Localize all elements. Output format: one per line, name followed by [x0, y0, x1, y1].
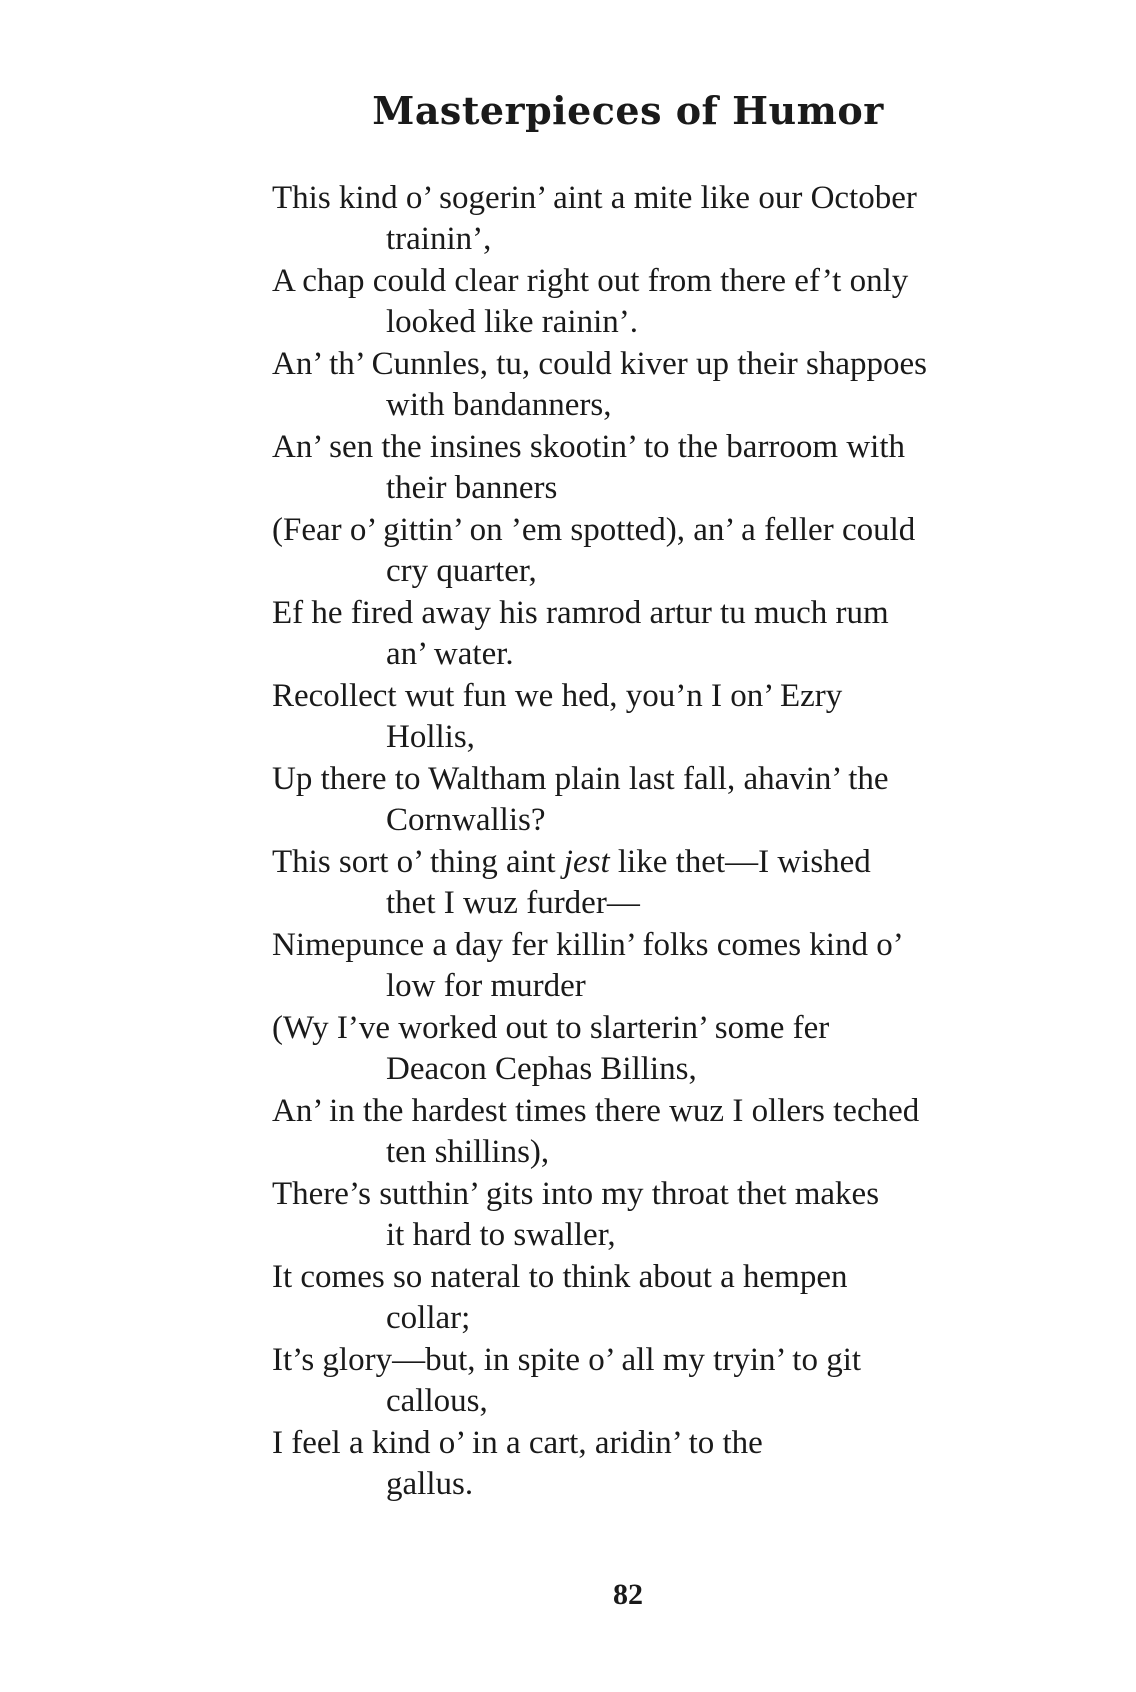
verse-line-text: I feel a kind o’ in a cart, aridin’ to the: [272, 1425, 763, 1461]
verse-line-text: (Wy I’ve worked out to slarterin’ some fer: [272, 1010, 830, 1046]
verse-line-14: [272, 1257, 1080, 1339]
verse-line-16: [272, 1423, 1080, 1505]
verse-line-9: [272, 842, 1080, 924]
verse-line-emphasis: jest: [563, 844, 610, 880]
verse-line-text: Ef he fired away his ramrod artur tu much rum: [272, 595, 889, 631]
verse-line-continuation: callous,: [386, 1383, 488, 1419]
verse-line-text: Up there to Waltham plain last fall, ahavin’ the: [272, 761, 889, 797]
verse-line-continuation: an’ water.: [386, 636, 514, 672]
verse-line-13: [272, 1174, 1080, 1256]
verse-line-continuation: Hollis,: [386, 719, 475, 755]
verse-line-continuation: gallus.: [386, 1466, 474, 1502]
verse-line-12: [272, 1091, 1080, 1173]
verse-line-15: [272, 1340, 1080, 1422]
verse-line-7: [272, 676, 1080, 758]
verse-line-text: There’s sutthin’ gits into my throat thet makes: [272, 1176, 880, 1212]
verse-line-continuation: it hard to swaller,: [386, 1217, 616, 1253]
verse-line-6: [272, 593, 1080, 675]
verse-line-text: An’ th’ Cunnles, tu, could kiver up their shappoes: [272, 346, 927, 382]
verse-line-continuation: low for murder: [386, 968, 586, 1004]
verse-line-1: [272, 178, 1080, 260]
verse-line-11: [272, 1008, 1080, 1090]
verse-line-text: This kind o’ sogerin’ aint a mite like our October: [272, 180, 917, 216]
verse-line-text: An’ in the hardest times there wuz I ollers teched: [272, 1093, 920, 1129]
verse-line-continuation: thet I wuz furder—: [386, 885, 640, 921]
verse-line-continuation: cry quarter,: [386, 553, 537, 589]
verse-line-text: like thet—I wished: [609, 844, 871, 880]
verse-line-4: [272, 427, 1080, 509]
verse-line-text: (Fear o’ gittin’ on ’em spotted), an’ a feller could: [272, 512, 916, 548]
verse-line-10: [272, 925, 1080, 1007]
verse-line-continuation: their banners: [386, 470, 558, 506]
verse-line-continuation: collar;: [386, 1300, 471, 1336]
verse-line-text: It’s glory—but, in spite o’ all my tryin’ to git: [272, 1342, 862, 1378]
verse-line-5: [272, 510, 1080, 592]
verse-line-text: An’ sen the insines skootin’ to the barroom with: [272, 429, 906, 465]
verse-line-text: A chap could clear right out from there ef’t only: [272, 263, 909, 299]
poem-stanza: [272, 178, 1080, 1506]
verse-line-text: Recollect wut fun we hed, you’n I on’ Ezry: [272, 678, 843, 714]
verse-line-3: [272, 344, 1080, 426]
page-number: 82: [613, 1578, 643, 1611]
verse-line-text: This sort o’ thing aint: [272, 844, 564, 880]
verse-line-continuation: ten shillins),: [386, 1134, 550, 1170]
running-title: Masterpieces of Humor: [372, 88, 884, 133]
verse-line-continuation: Deacon Cephas Billins,: [386, 1051, 697, 1087]
verse-line-continuation: Cornwallis?: [386, 802, 546, 838]
verse-line-text: Nimepunce a day fer killin’ folks comes kind o’: [272, 927, 904, 963]
verse-line-continuation: looked like rainin’.: [386, 304, 639, 340]
verse-line-8: [272, 759, 1080, 841]
verse-line-text: It comes so nateral to think about a hempen: [272, 1259, 848, 1295]
verse-line-continuation: with bandanners,: [386, 387, 612, 423]
verse-line-continuation: trainin’,: [386, 221, 492, 257]
verse-line-2: [272, 261, 1080, 343]
